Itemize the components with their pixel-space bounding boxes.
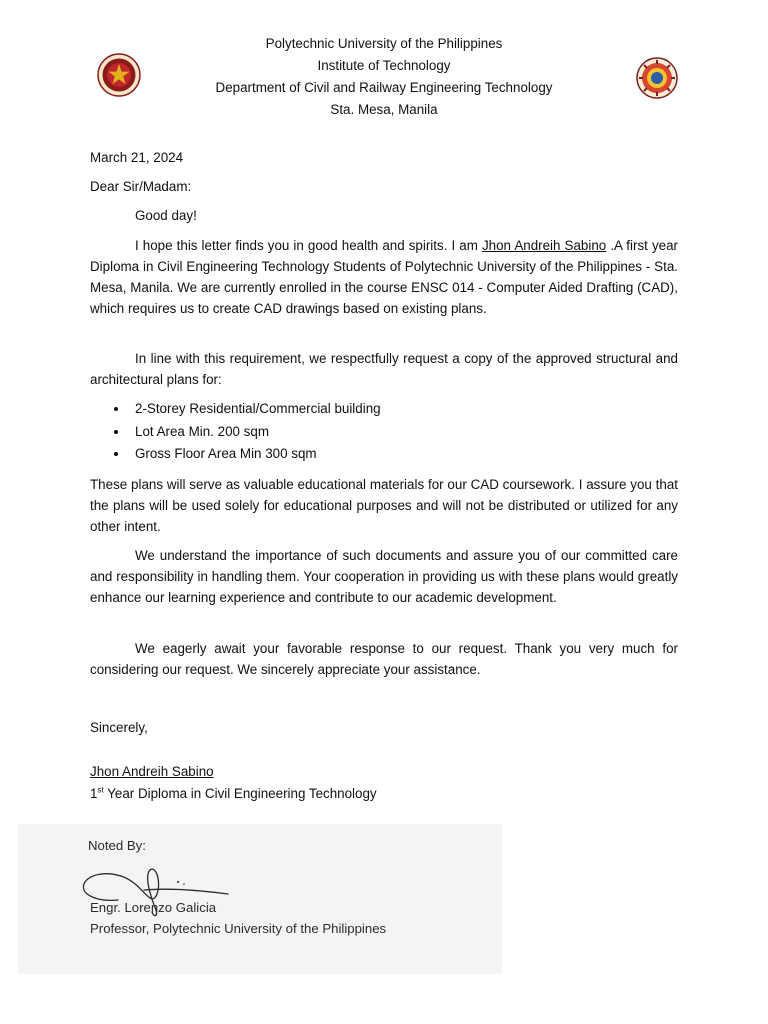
noted-by-title: Professor, Polytechnic University of the Philippines xyxy=(90,921,387,936)
intro-text-before: I hope this letter finds you in good health and spirits. I am xyxy=(135,238,482,253)
list-item: Gross Floor Area Min 300 sqm xyxy=(90,443,381,466)
paragraph-commitment: We understand the importance of such documents and assure you of our committed care and responsibility in handling them. Your cooperation in providing us with these plans would greatly enhance our learning experience and contribute to our academic development. xyxy=(90,548,678,605)
paragraph-intro xyxy=(90,235,678,319)
signer-title-rest: Year Diploma in Civil Engineering Technology xyxy=(103,786,377,801)
institute-of-technology-seal-icon xyxy=(635,57,679,99)
noted-by-label: Noted By: xyxy=(88,838,146,853)
signer-name: Jhon Andreih Sabino xyxy=(90,764,214,779)
paragraph-closing: We eagerly await your favorable response to our request. Thank you very much for considering our request. We sincerely appreciate your assistance. xyxy=(90,641,678,677)
department-name: Department of Civil and Railway Engineering Technology xyxy=(215,80,553,95)
list-item: Lot Area Min. 200 sqm xyxy=(90,421,381,444)
letter-date: March 21, 2024 xyxy=(90,150,184,165)
salutation: Dear Sir/Madam: xyxy=(90,179,192,194)
intro-text-after: .A first year Diploma in Civil Engineering Technology Students of Polytechnic University of the Philippines - Sta. Mesa, Manila. We are currently enrolled in the course ENSC 014 - Computer Aided Drafting (CAD), which requires us to create CAD drawings based on existing plans. xyxy=(90,238,678,316)
closing: Sincerely, xyxy=(90,720,148,735)
institute-name: Institute of Technology xyxy=(317,58,451,73)
student-name-inline: Jhon Andreih Sabino xyxy=(481,238,607,253)
plan-requirements-list xyxy=(90,398,381,466)
paragraph-purpose: These plans will serve as valuable educational materials for our CAD coursework. I assure you that the plans will be used solely for educational purposes and will not be distributed or utilized for any other intent. xyxy=(90,477,678,534)
noted-by-name: Engr. Lorenzo Galicia xyxy=(90,900,217,915)
list-item: 2-Storey Residential/Commercial building xyxy=(90,398,381,421)
location: Sta. Mesa, Manila xyxy=(330,102,438,117)
paragraph-request: In line with this requirement, we respectfully request a copy of the approved structural and architectural plans for: xyxy=(90,351,678,387)
university-name: Polytechnic University of the Philippines xyxy=(265,36,503,51)
signer-title-number: 1 xyxy=(90,786,98,801)
pup-seal-icon xyxy=(97,53,141,97)
signer-title xyxy=(90,783,377,804)
greeting: Good day! xyxy=(135,208,197,223)
signer-title-superscript: st xyxy=(97,785,104,795)
